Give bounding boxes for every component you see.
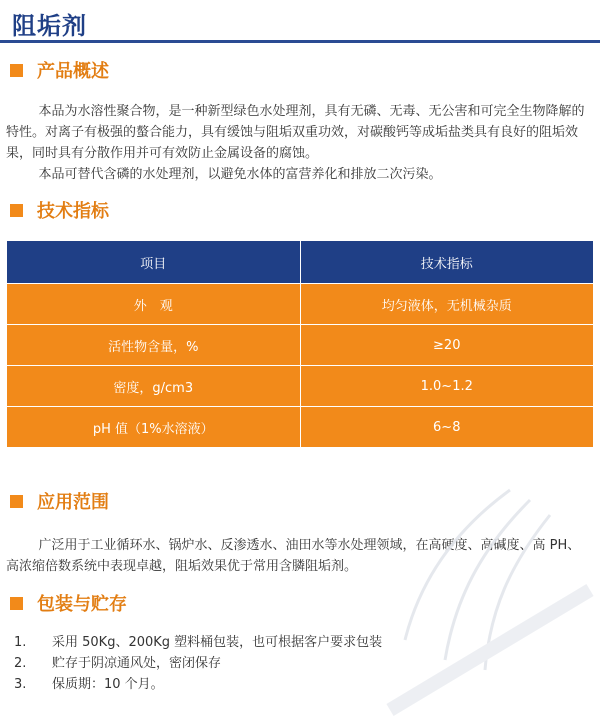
overview-text: [6, 101, 592, 185]
list-item-text: 采用 50Kg、200Kg 塑料桶包装，也可根据客户要求包装: [52, 635, 383, 650]
application-text: [6, 535, 592, 577]
bullet-square-icon: [10, 495, 23, 508]
bullet-square-icon: [10, 64, 23, 77]
table-cell-value: ≥20: [300, 325, 594, 366]
section-heading-application: [10, 488, 109, 514]
section-heading-overview: [10, 57, 109, 83]
column-header-item: 项目: [7, 241, 301, 284]
table-cell-value: 1.0~1.2: [300, 366, 594, 407]
section-heading-text: 包装与贮存: [37, 594, 127, 615]
table-row: [7, 284, 594, 325]
table-row: [7, 366, 594, 407]
section-heading-packaging: [10, 590, 127, 616]
list-item: [14, 674, 574, 695]
list-item-text: 保质期：10 个月。: [52, 677, 164, 692]
table-cell-value: 6~8: [300, 407, 594, 448]
section-heading-specs: [10, 197, 109, 223]
table-cell-item: 外 观: [7, 284, 301, 325]
list-item: [14, 632, 574, 653]
table-cell-item: 活性物含量，%: [7, 325, 301, 366]
overview-paragraph-1: 本品为水溶性聚合物，是一种新型绿色水处理剂，具有无磷、无毒、无公害和可完全生物降解的特性。对离子有极强的螯合能力，具有缓蚀与阻垢双重功效，对碳酸钙等成垢盐类具有良好的阻垢效果，同时具有分散作用并可有效防止金属设备的腐蚀。: [6, 104, 585, 161]
page-title: 阻垢剂: [12, 12, 87, 40]
list-item-number: 1.: [14, 635, 27, 650]
table-cell-item: pH 值（1%水溶液）: [7, 407, 301, 448]
table-cell-item: 密度，g/cm3: [7, 366, 301, 407]
list-item-number: 3.: [14, 677, 27, 692]
section-heading-text: 技术指标: [37, 201, 109, 222]
table-header-row: [7, 241, 594, 284]
column-header-spec: 技术指标: [300, 241, 594, 284]
list-item-text: 贮存于阴凉通风处，密闭保存: [52, 656, 222, 671]
table-row: [7, 407, 594, 448]
title-divider: [0, 40, 600, 43]
table-row: [7, 325, 594, 366]
packaging-list: [14, 632, 574, 695]
bullet-square-icon: [10, 204, 23, 217]
application-paragraph: 广泛用于工业循环水、锅炉水、反渗透水、油田水等水处理领域，在高硬度、高碱度、高 PH、高浓缩倍数系统中表现卓越，阻垢效果优于常用含膦阻垢剂。: [6, 538, 581, 574]
section-heading-text: 产品概述: [37, 61, 109, 82]
list-item-number: 2.: [14, 656, 27, 671]
section-heading-text: 应用范围: [37, 492, 109, 513]
spec-table: [6, 240, 594, 448]
bullet-square-icon: [10, 597, 23, 610]
table-cell-value: 均匀液体，无机械杂质: [300, 284, 594, 325]
list-item: [14, 653, 574, 674]
overview-paragraph-2: 本品可替代含磷的水处理剂，以避免水体的富营养化和排放二次污染。: [38, 167, 442, 182]
